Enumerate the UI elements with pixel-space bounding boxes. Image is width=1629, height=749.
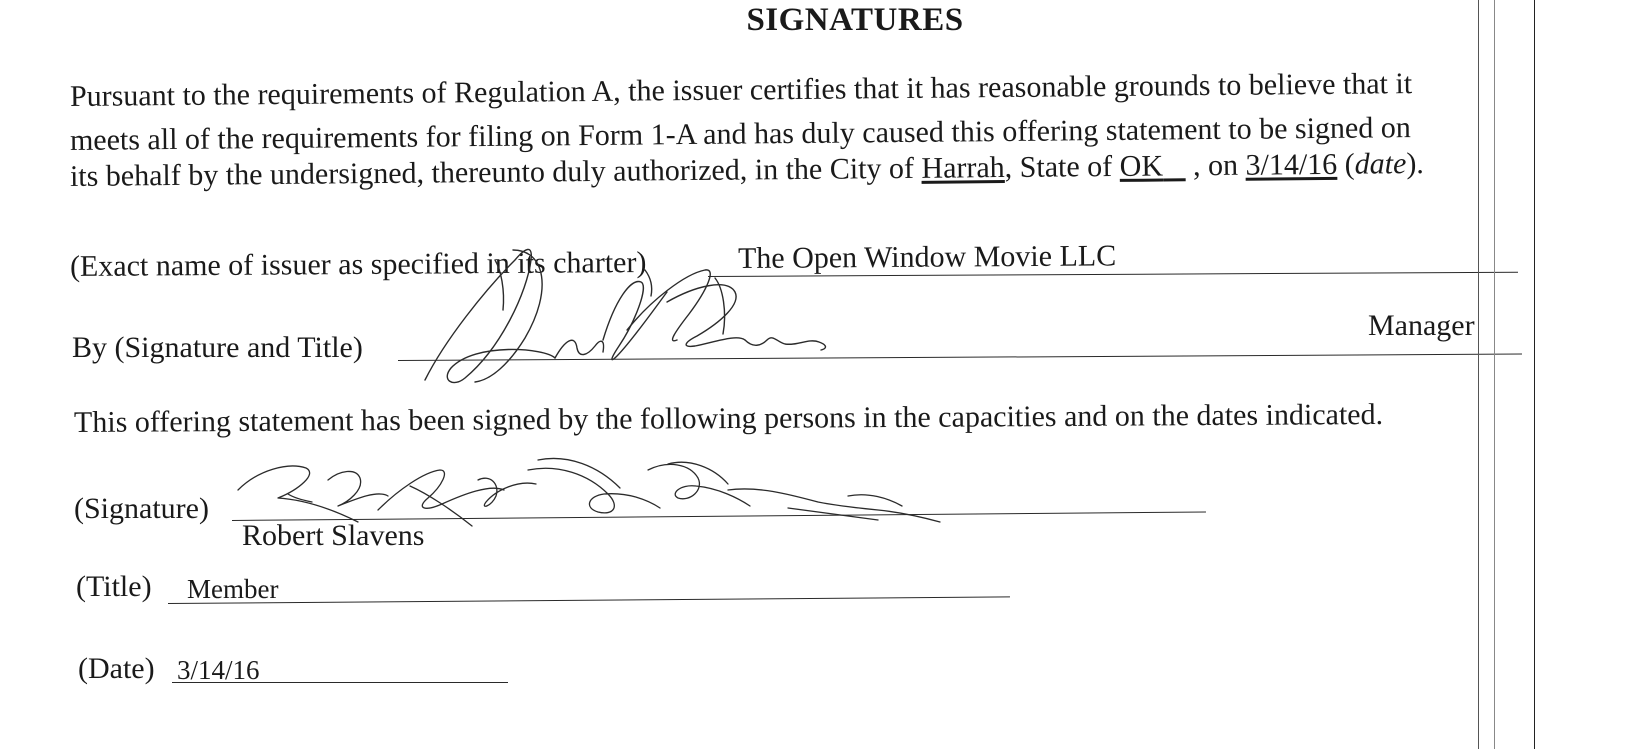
signer-date: 3/14/16 — [177, 655, 260, 685]
date-hint-open: ( — [1337, 147, 1355, 181]
date-hint-close: ). — [1406, 147, 1425, 181]
title-line — [168, 596, 1010, 604]
page-title: SIGNATURES — [746, 2, 964, 38]
date-line — [172, 682, 508, 683]
city-field: Harrah — [921, 151, 1005, 185]
issuer-label: (Exact name of issuer as specified in its charter) — [69, 245, 647, 283]
margin-line-outer — [1534, 0, 1535, 749]
margin-line-inner — [1478, 0, 1479, 749]
state-field: OK — [1119, 149, 1164, 183]
signer-name: Robert Slavens — [242, 519, 425, 552]
handwritten-signature-robert-slavens — [228, 450, 968, 540]
capacities-statement: This offering statement has been signed by the following persons in the capacities and on the dates indicated. — [73, 398, 1384, 439]
signature-label: (Signature) — [74, 492, 209, 525]
margin-line-faint — [1494, 0, 1495, 749]
title-label: (Title) — [76, 570, 152, 603]
state-prefix: , State of — [1004, 149, 1120, 185]
certification-date-field: 3/14/16 — [1245, 147, 1338, 182]
signer-title: Member — [187, 574, 279, 604]
by-title: Manager — [1368, 309, 1475, 342]
by-label: By (Signature and Title) — [72, 331, 363, 364]
state-field-blank — [1163, 149, 1186, 182]
issuer-name: The Open Window Movie LLC — [737, 239, 1117, 275]
date-prefix: , on — [1185, 148, 1246, 183]
date-hint: date — [1354, 147, 1407, 181]
certification-line-1: Pursuant to the requirements of Regulation A, the issuer certifies that it has reasonable grounds to believe that it — [69, 67, 1413, 113]
handwritten-signature-manager — [405, 230, 865, 390]
certification-line-2: meets all of the requirements for filing on Form 1-A and has duly caused this offering statement to be signed on — [69, 111, 1411, 157]
certification-line-3-text: its behalf by the undersigned, thereunto duly authorized, in the City of — [69, 151, 922, 193]
date-label: (Date) — [78, 652, 155, 685]
